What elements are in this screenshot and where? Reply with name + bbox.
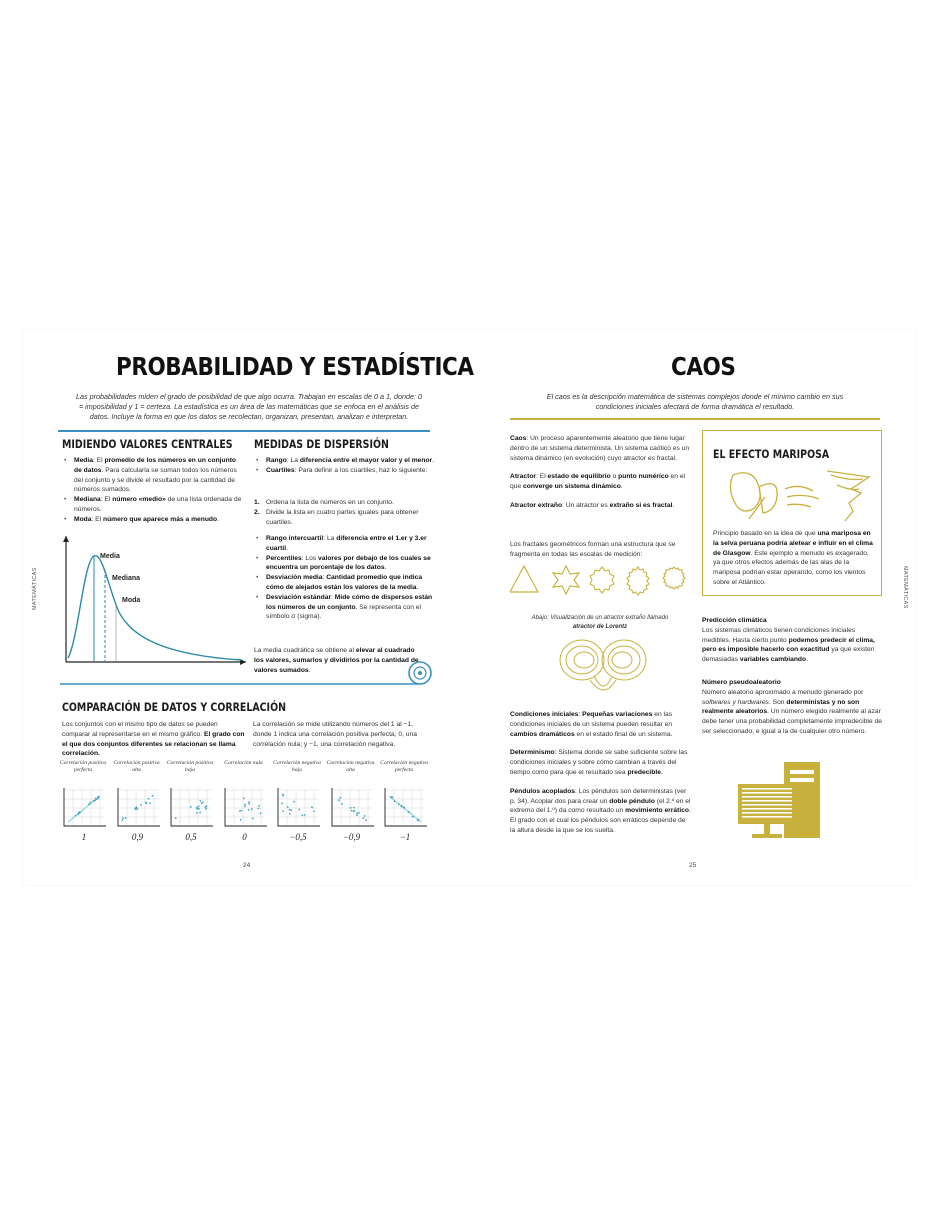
page-number-right: 25 [689, 862, 697, 869]
correlation-plot [167, 786, 215, 830]
data-point [417, 820, 419, 822]
data-point [311, 806, 313, 808]
data-point [301, 814, 303, 816]
def-rest: (el 2.º en el extremo del 1.º) da como resultado un [510, 797, 691, 815]
item-rest: . [432, 457, 435, 464]
trend-line [389, 796, 421, 822]
data-point [199, 812, 201, 814]
plot-axes [225, 788, 267, 826]
data-point [350, 810, 352, 812]
rms-paragraph: La media cuadrática se obtiene al elevar al cuadrado los valores, sumarlos y dividirlos por la cantidad de valores sumados. [254, 647, 419, 674]
def-term: Determinismo [510, 749, 555, 757]
data-point [95, 798, 97, 800]
data-point [93, 800, 95, 802]
item-term: Desviación estándar [266, 593, 332, 601]
plot-value: 1 [81, 832, 87, 842]
def-bold2: cambios dramáticos [510, 730, 575, 738]
def-pre: : Un proceso aparentemente aleatorio que tiene lugar dentro de un sistema determinista. Un sistema caótico es un sistema dinámico (en evolución) cuyo atractor es fractal. [510, 435, 690, 462]
plot-label: Correlación negativa perfecta [380, 760, 428, 773]
data-point [135, 806, 137, 808]
data-point [287, 806, 289, 808]
koch-shape-2 [627, 567, 649, 595]
divider [58, 430, 430, 432]
data-point [304, 814, 306, 816]
data-point [248, 803, 250, 805]
plot-axes [171, 788, 213, 826]
data-point [248, 801, 250, 803]
data-point [239, 810, 241, 812]
wind-line-1 [785, 486, 813, 491]
tower-slot-1 [790, 770, 814, 774]
wind-line-3 [787, 504, 811, 507]
page-title-chaos: CAOS [671, 352, 736, 381]
item-bold: Mide cómo de dispersos están los números de un conjunto [266, 593, 433, 611]
butterfly-wing-left [730, 473, 760, 511]
data-point [98, 797, 100, 799]
page-number: 24 [243, 862, 251, 869]
data-point [198, 808, 200, 810]
data-point [196, 812, 198, 814]
def-end: . [620, 483, 623, 491]
plot-axes [385, 788, 427, 826]
data-point [79, 812, 81, 814]
item-pre: : Para definir a los cuartiles, haz lo siguiente: [294, 466, 428, 474]
data-point [353, 810, 355, 812]
left-page [24, 330, 474, 885]
def-bold: predecible [627, 768, 661, 776]
item-pre: : La [286, 457, 300, 464]
def-rest: . [660, 768, 663, 776]
data-point [140, 804, 142, 806]
data-point [247, 809, 249, 811]
item-term: Cuartiles [266, 466, 295, 474]
item-term: Rango intercuartil [266, 535, 324, 542]
def-pre: : Los péndulos son deterministas (ver p. 34). Acoplar dos para crear un [510, 787, 687, 805]
def-bold: doble péndulo [609, 797, 655, 805]
data-point [88, 803, 90, 805]
data-point [240, 810, 242, 812]
right-page [470, 330, 916, 885]
data-point [244, 805, 246, 807]
def-bold: estado de equilibrio [547, 473, 611, 481]
item-rest: de una lista ordenada de números. [74, 496, 242, 513]
data-point [356, 812, 358, 814]
dispersion-item [254, 593, 436, 622]
def-end: . El grado con el cual los péndulos son erráticos depende de la altura desde la que se los suelta. [510, 807, 691, 834]
def-mid: o [610, 473, 619, 481]
def-term: Atractor extraño [510, 501, 563, 509]
correlation-plot [60, 786, 108, 830]
def-bold3: converge un sistema dinámico [523, 483, 621, 491]
data-point [339, 797, 341, 799]
item-pre: : Los [301, 554, 319, 562]
data-point [282, 810, 284, 812]
def-pre: : Un atractor es [562, 501, 610, 509]
triangle-shape [510, 566, 538, 592]
data-point [242, 797, 244, 799]
step-text: Divide la lista en cuatro partes iguales para obtener cuartiles. [266, 508, 419, 526]
item-bold: número «medio» [112, 496, 166, 504]
plot-axes [278, 788, 320, 826]
plot-label: Correlación nula [224, 760, 263, 766]
dispersion-item [254, 554, 436, 574]
data-point [149, 802, 151, 804]
item-bold: promedio de los números en un conjunto de datos [74, 457, 237, 474]
item-term: Percentiles [266, 554, 302, 562]
def-term: Péndulos acoplados [510, 787, 576, 795]
data-point [408, 811, 410, 813]
data-point [400, 805, 402, 807]
section-heading-correlation: COMPARACIÓN DE DATOS Y CORRELACIÓN [62, 700, 286, 714]
data-point [251, 818, 253, 820]
data-point [134, 807, 136, 809]
item-rest: . [416, 583, 419, 591]
butterfly-heading: EL EFECTO MARIPOSA [713, 447, 830, 461]
central-list [62, 456, 242, 525]
fractal-text: Los fractales geométricos forman una estructura que se fragmenta en todas las escalas de medición: [510, 541, 676, 558]
butterfly-illustration [723, 467, 873, 525]
graph-label-moda: Moda [122, 597, 141, 604]
data-point [175, 817, 177, 819]
def-bold2: punto numérico [618, 473, 669, 481]
def-end: en el estado final de un sistema. [574, 730, 673, 738]
plot-value: 0,5 [185, 832, 197, 842]
sidebar-label-right: MATEMÁTICAS [902, 566, 908, 609]
data-point [250, 808, 252, 810]
fractal-shapes [510, 564, 690, 596]
section-heading-dispersion: MEDIDAS DE DISPERSIÓN [254, 437, 389, 451]
butterfly-wing-right [759, 484, 777, 513]
item-bold: Cantidad promedio que indica cómo de alejados están los valores de la media [266, 574, 423, 591]
prediction-block: Predicción climática Los sistemas climáticos tienen condiciones iniciales medibles. Hasta cierto punto podemos predecir el clima, pero es imposible hacerlo con exactitud ya que existen demasiadas variables cambiando. [702, 617, 875, 664]
graph-label-media: Media [100, 553, 120, 560]
monitor-stand [764, 824, 770, 834]
plot-value: 0 [242, 832, 247, 842]
item-pre: : [322, 574, 327, 582]
data-point [90, 802, 92, 804]
item-pre: : El [100, 496, 113, 504]
quartile-step [254, 498, 436, 508]
lorenz-attractor [554, 630, 654, 700]
data-point [341, 803, 343, 805]
chaos-definition [510, 787, 692, 836]
plot-label: Correlación negativa baja [273, 760, 321, 773]
def-pre: : Sistema donde se sabe suficiente sobre las condiciones iniciales y sobre cómo cambian a través del tiempo como para que el resultado sea [510, 749, 688, 776]
data-point [121, 819, 123, 821]
item-bold: número que aparece más a menudo [103, 515, 218, 523]
data-point [356, 814, 358, 816]
plot-value: 0,9 [131, 832, 144, 842]
item-rest: . [286, 544, 288, 552]
step-text: Ordena la lista de números en un conjunto. [266, 499, 394, 506]
computer-icon [734, 760, 824, 842]
plot-value: −1 [399, 832, 411, 842]
data-point [289, 809, 291, 811]
data-point [365, 820, 367, 822]
def-rest: . [672, 501, 675, 509]
wind-line-2 [787, 495, 819, 499]
correlation-plot [114, 786, 162, 830]
correlation-plot [381, 786, 429, 830]
central-item [62, 515, 242, 525]
data-point [257, 808, 259, 810]
plot-label: Correlación positiva alta [113, 760, 160, 773]
y-axis-arrow [63, 536, 69, 542]
data-point [394, 800, 396, 802]
chaos-definition [510, 501, 690, 511]
central-item [62, 495, 242, 515]
chaos-definition [510, 710, 692, 739]
hexagram-shape [553, 566, 579, 594]
def-term: Atractor [510, 473, 537, 481]
lorenz-loop-left-inner [574, 652, 594, 668]
koch-shape-3 [663, 567, 685, 589]
data-point [147, 798, 149, 800]
correlation-plot [221, 786, 269, 830]
def-pre: : El [536, 473, 548, 481]
data-point [412, 816, 414, 818]
data-point [352, 807, 354, 809]
def-term: Condiciones iniciales [510, 711, 579, 718]
data-point [145, 803, 147, 805]
distribution-graph [56, 530, 252, 670]
data-point [258, 805, 260, 807]
data-point [190, 806, 192, 808]
quartile-steps [254, 498, 436, 527]
data-point [313, 811, 315, 813]
plot-axes [118, 788, 160, 826]
sidebar-label: MATEMÁTICAS [32, 567, 38, 610]
data-point [205, 808, 207, 810]
section-heading-central: MIDIENDO VALORES CENTRALES [62, 437, 233, 451]
data-point [196, 807, 198, 809]
book-spread [24, 330, 916, 885]
data-point [391, 797, 393, 799]
chaos-definition [510, 472, 690, 492]
butterfly-effect-box [702, 430, 882, 596]
data-point [151, 795, 153, 797]
data-point [124, 817, 126, 819]
quartile-step [254, 508, 436, 528]
dispersion-list-2 [254, 534, 436, 622]
dispersion-item [254, 534, 436, 554]
data-point [198, 806, 200, 808]
data-point [200, 800, 202, 802]
data-point [205, 806, 207, 808]
data-point [281, 803, 283, 805]
data-point [244, 804, 246, 806]
item-bold: diferencia entre el 1.er y 3.er cuartil [266, 535, 427, 552]
item-rest: . Para calcularla se suman todos los números del conjunto y se divide el resultado por la cantidad de números sumados. [74, 466, 237, 494]
item-pre: : [331, 593, 335, 601]
chaos-definitions-bottom [510, 710, 692, 845]
lorenz-loop-right-inner [612, 652, 632, 668]
item-pre: : El [91, 515, 103, 523]
dispersion-item [254, 456, 436, 466]
item-term: Media [74, 457, 93, 464]
chaos-definition [510, 434, 690, 463]
graph-label-mediana: Mediana [112, 575, 141, 582]
item-rest: . [217, 515, 219, 523]
central-item [62, 456, 242, 495]
data-point [289, 813, 291, 815]
plot-axes [332, 788, 374, 826]
rule-dot [418, 671, 422, 675]
data-point [290, 809, 292, 811]
page-intro: Las probabilidades miden el grado de posibilidad de que algo ocurra. Trabajan en escalas de 0 a 1, donde: 0 = imposibilidad y 1 = certeza. La estadística es un área de las matemáticas que se enfoca en el análisis de datos. Incluye la forma en que los datos se recolectan, organizan, presentan, analizan e interpretan. [76, 392, 422, 421]
def-pre: : [578, 711, 583, 718]
data-point [338, 799, 340, 801]
plot-value: −0,9 [342, 832, 361, 842]
lorenz-loop-right-mid [608, 646, 640, 674]
butterfly-text: Principio basado en la idea de que una mariposa en la selva peruana podría aletear e influir en el clima de Glasgow. Este ejemplo a menudo es exagerado, ya que otros efectos además de las alas de la mariposa podrían estar operando, como los vientos sobre el Atlántico. [713, 530, 873, 586]
correlation-plot [274, 786, 322, 830]
data-point [363, 815, 365, 817]
item-pre: : La [323, 535, 337, 542]
chaos-definition [510, 748, 692, 777]
step-number: 1. [254, 499, 260, 506]
lorenz-caption: Abajo: Visualización de un atractor extraño llamado atractor de Lorentz [531, 615, 669, 630]
def-bold2: movimiento errático [625, 807, 689, 815]
data-point [398, 804, 400, 806]
data-point [75, 815, 77, 817]
item-term: Moda [74, 515, 92, 523]
data-point [293, 801, 295, 803]
pseudorandom-block: Número pseudoaleatorio Número aleatorio aproximado a menudo generado por softwares y hardwares. Son deterministas y no son realmente aleatorios. Un número elegido realmente al azar debe tener una probabilidad completamente impredecible de ser seleccionado, e igual a la de cualquier otro número. [702, 679, 882, 735]
item-pre: : El [92, 457, 105, 464]
dispersion-item [254, 573, 436, 593]
data-point [122, 817, 124, 819]
data-point [282, 794, 284, 796]
data-point [77, 814, 79, 816]
correlation-intro: Los conjuntos con el mismo tipo de datos se pueden comparar al representarse en el mismo gráfico. El grado con el que dos conjuntos diferentes se relacionan se llama correlación. [62, 721, 245, 758]
data-point [298, 809, 300, 811]
dispersion-item [254, 466, 436, 476]
item-rest: . Se representa con el símbolo σ (sigma). [266, 603, 421, 621]
step-number: 2. [254, 508, 260, 516]
lorenz-cross [594, 676, 612, 686]
data-point [239, 819, 241, 821]
data-point [403, 807, 405, 809]
page-intro-chaos: El caos es la descripción matemática de sistemas complejos donde el mínimo cambio en sus condiciones iniciales afectará de forma dramática el resultado. [546, 392, 844, 411]
item-rest: . [384, 564, 387, 572]
data-point [349, 807, 351, 809]
dispersion-list [254, 456, 436, 476]
koch-shape-1 [590, 567, 614, 593]
data-point [362, 817, 364, 819]
def-rest: en el que [510, 473, 686, 491]
data-point [136, 808, 138, 810]
monitor-base [752, 834, 782, 838]
section-rule [56, 658, 438, 692]
chaos-definitions [510, 434, 690, 520]
correlation-explanation: La correlación se mide utilizando números del 1 al −1, donde 1 indica una correlación positiva perfecta; 0, una correlación nula; y −1, una correlación negativa. [253, 721, 417, 748]
data-point [202, 802, 204, 804]
divider-gold [510, 418, 880, 420]
plot-value: −0,5 [289, 832, 307, 842]
data-point [259, 812, 261, 814]
correlation-plot [328, 786, 376, 830]
item-bold: diferencia entre el mayor valor y el menor [299, 457, 433, 464]
plot-label: Correlación negativa alta [326, 760, 375, 773]
item-bold: valores por debajo de los cuales se encuentra un porcentaje de los datos [266, 554, 431, 572]
item-term: Rango [266, 457, 287, 464]
item-term: Desviación media [266, 574, 323, 582]
def-term: Caos [510, 435, 527, 442]
def-bold: extraño si es fractal [609, 501, 673, 509]
plot-label: Correlación positiva perfecta [59, 760, 107, 773]
data-point [358, 812, 360, 814]
def-bold: Pequeñas variaciones [582, 711, 653, 718]
lorenz-cross-2 [590, 680, 616, 690]
plot-label: Correlación positiva baja [166, 760, 214, 773]
tower-slot-2 [790, 778, 814, 782]
page-title: PROBABILIDAD Y ESTADÍSTICA [116, 352, 474, 381]
lorenz-loop-left-mid [566, 646, 598, 674]
item-term: Mediana [74, 496, 101, 504]
def-rest: en las condiciones iniciales de un sistema pueden resultar en [510, 711, 673, 728]
